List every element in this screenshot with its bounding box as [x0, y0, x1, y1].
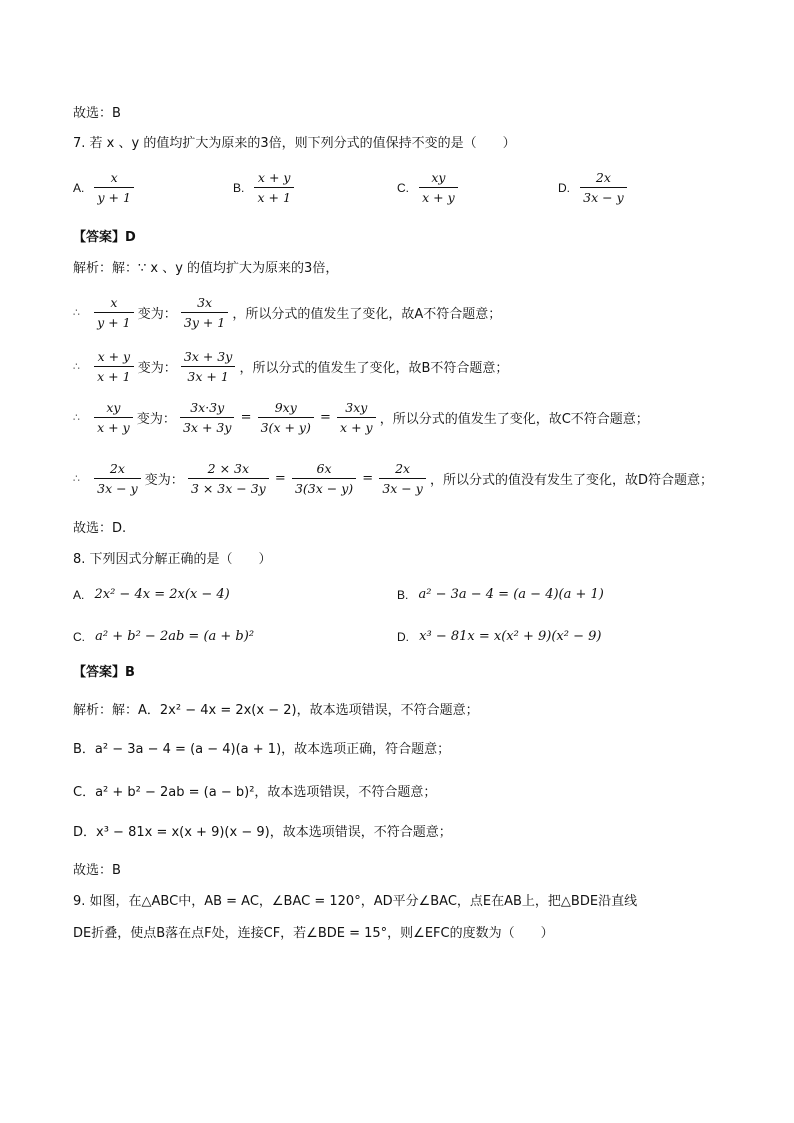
option-expression: a² − 3a − 4 = (a − 4)(a + 1): [418, 587, 604, 602]
selection-line-8: 故选：B: [73, 863, 121, 878]
numerator: 2x: [94, 461, 141, 479]
option-label: A.: [73, 180, 85, 195]
explanation-7-intro: 解析：解：∵ x 、y 的值均扩大为原来的3倍，: [73, 261, 339, 276]
denominator: 3(x + y): [260, 420, 311, 435]
denominator: x + y: [97, 420, 130, 435]
explanation-7-row-a: [73, 295, 501, 330]
conclusion-text: ，所以分式的值发生了变化，故B不符合题意；: [239, 361, 509, 376]
fraction: [94, 295, 133, 330]
fraction: [580, 170, 627, 205]
fraction: [379, 461, 426, 496]
denominator: 3x + 3y: [182, 420, 232, 435]
therefore-symbol: ∴: [73, 411, 80, 424]
q8-option-b: [397, 587, 604, 602]
conclusion-text: ，所以分式的值没有发生了变化，故D符合题意；: [429, 473, 713, 488]
explanation-7-row-b: [73, 349, 508, 384]
fraction: [94, 170, 133, 205]
numerator: x + y: [254, 170, 293, 188]
q8-option-d: [397, 629, 601, 644]
denominator: 3x − y: [382, 481, 423, 496]
option-expression: x³ − 81x = x(x² + 9)(x² − 9): [419, 629, 602, 644]
selection-line-6: 故选：B: [73, 106, 121, 121]
denominator: 3(3x − y): [294, 481, 354, 496]
numerator: xy: [94, 400, 133, 418]
fraction: [181, 349, 235, 384]
denominator: y + 1: [97, 315, 131, 330]
option-label: B.: [397, 587, 409, 602]
question-9-line-1: 9. 如图，在△ABC中，AB = AC，∠BAC = 120°，AD平分∠BAC，点E在AB上，把△BDE沿直线: [73, 894, 638, 909]
equals-sign: =: [320, 410, 331, 425]
therefore-symbol: ∴: [73, 306, 80, 319]
question-8: 8. 下列因式分解正确的是（ ）: [73, 552, 272, 567]
fraction: [419, 170, 458, 205]
option-expression: a² + b² − 2ab = (a + b)²: [95, 629, 255, 644]
fraction: [180, 400, 234, 435]
fraction: [94, 461, 141, 496]
denominator: 3x + 1: [187, 369, 229, 384]
option-label: A.: [73, 587, 85, 602]
denominator: x + 1: [257, 190, 291, 205]
fraction: [292, 461, 356, 496]
explanation-7-row-d: [73, 461, 713, 496]
equals-sign: =: [274, 471, 286, 486]
q7-option-a: [73, 170, 134, 205]
q7-option-d: [558, 170, 627, 205]
numerator: 9xy: [258, 400, 314, 418]
equals-sign: =: [240, 410, 252, 425]
numerator: 2x: [379, 461, 426, 479]
denominator: x + y: [340, 420, 373, 435]
option-label: B.: [233, 180, 245, 195]
explanation-8-c: C．a² + b² − 2ab = (a − b)²，故本选项错误，不符合题意；: [73, 785, 437, 800]
fraction: [188, 461, 269, 496]
answer-7: 【答案】D: [73, 230, 136, 245]
fraction: [94, 400, 133, 435]
therefore-symbol: ∴: [73, 472, 80, 485]
q7-option-c: [397, 170, 458, 205]
numerator: x + y: [94, 349, 133, 367]
numerator: 3x + 3y: [181, 349, 235, 367]
fraction: [258, 400, 314, 435]
becomes-text: 变为：: [137, 361, 177, 376]
becomes-text: 变为：: [137, 307, 177, 322]
denominator: 3x − y: [97, 481, 138, 496]
numerator: 3x·3y: [180, 400, 234, 418]
q8-option-a: [73, 587, 230, 602]
denominator: 3 × 3x − 3y: [190, 481, 266, 496]
fraction: [337, 400, 376, 435]
selection-line-7: 故选：D.: [73, 521, 127, 536]
numerator: x: [94, 170, 133, 188]
numerator: 6x: [292, 461, 356, 479]
answer-8: 【答案】B: [73, 665, 135, 680]
option-label: C.: [397, 180, 409, 195]
numerator: 3xy: [337, 400, 376, 418]
option-expression: 2x² − 4x = 2x(x − 4): [94, 587, 230, 602]
denominator: x + 1: [97, 369, 131, 384]
explanation-8-a: 解析：解：A．2x² − 4x = 2x(x − 2)，故本选项错误，不符合题意；: [73, 703, 479, 718]
conclusion-text: ，所以分式的值发生了变化，故C不符合题意；: [379, 412, 649, 427]
numerator: 2 × 3x: [188, 461, 269, 479]
becomes-text: 变为：: [144, 473, 184, 488]
denominator: x + y: [422, 190, 455, 205]
numerator: xy: [419, 170, 458, 188]
explanation-8-d: D．x³ − 81x = x(x + 9)(x − 9)，故本选项错误，不符合题意；: [73, 825, 452, 840]
numerator: 2x: [580, 170, 627, 188]
becomes-text: 变为：: [136, 412, 176, 427]
q7-option-b: [233, 170, 294, 205]
fraction: [254, 170, 293, 205]
denominator: y + 1: [97, 190, 131, 205]
denominator: 3x − y: [583, 190, 624, 205]
explanation-7-row-c: [73, 400, 649, 435]
therefore-symbol: ∴: [73, 360, 80, 373]
denominator: 3y + 1: [183, 315, 226, 330]
numerator: 3x: [181, 295, 228, 313]
q8-option-c: [73, 629, 254, 644]
option-label: C.: [73, 629, 85, 644]
option-label: D.: [397, 629, 409, 644]
numerator: x: [94, 295, 133, 313]
conclusion-text: ，所以分式的值发生了变化，故A不符合题意；: [232, 307, 502, 322]
equals-sign: =: [362, 471, 374, 486]
explanation-8-b: B．a² − 3a − 4 = (a − 4)(a + 1)，故本选项正确，符合题意；: [73, 742, 451, 757]
fraction: [181, 295, 228, 330]
fraction: [94, 349, 133, 384]
question-7: 7. 若 x 、y 的值均扩大为原来的3倍，则下列分式的值保持不变的是（ ）: [73, 136, 516, 151]
question-9-line-2: DE折叠，使点B落在点F处，连接CF，若∠BDE = 15°，则∠EFC的度数为（ ）: [73, 926, 554, 941]
option-label: D.: [558, 180, 570, 195]
